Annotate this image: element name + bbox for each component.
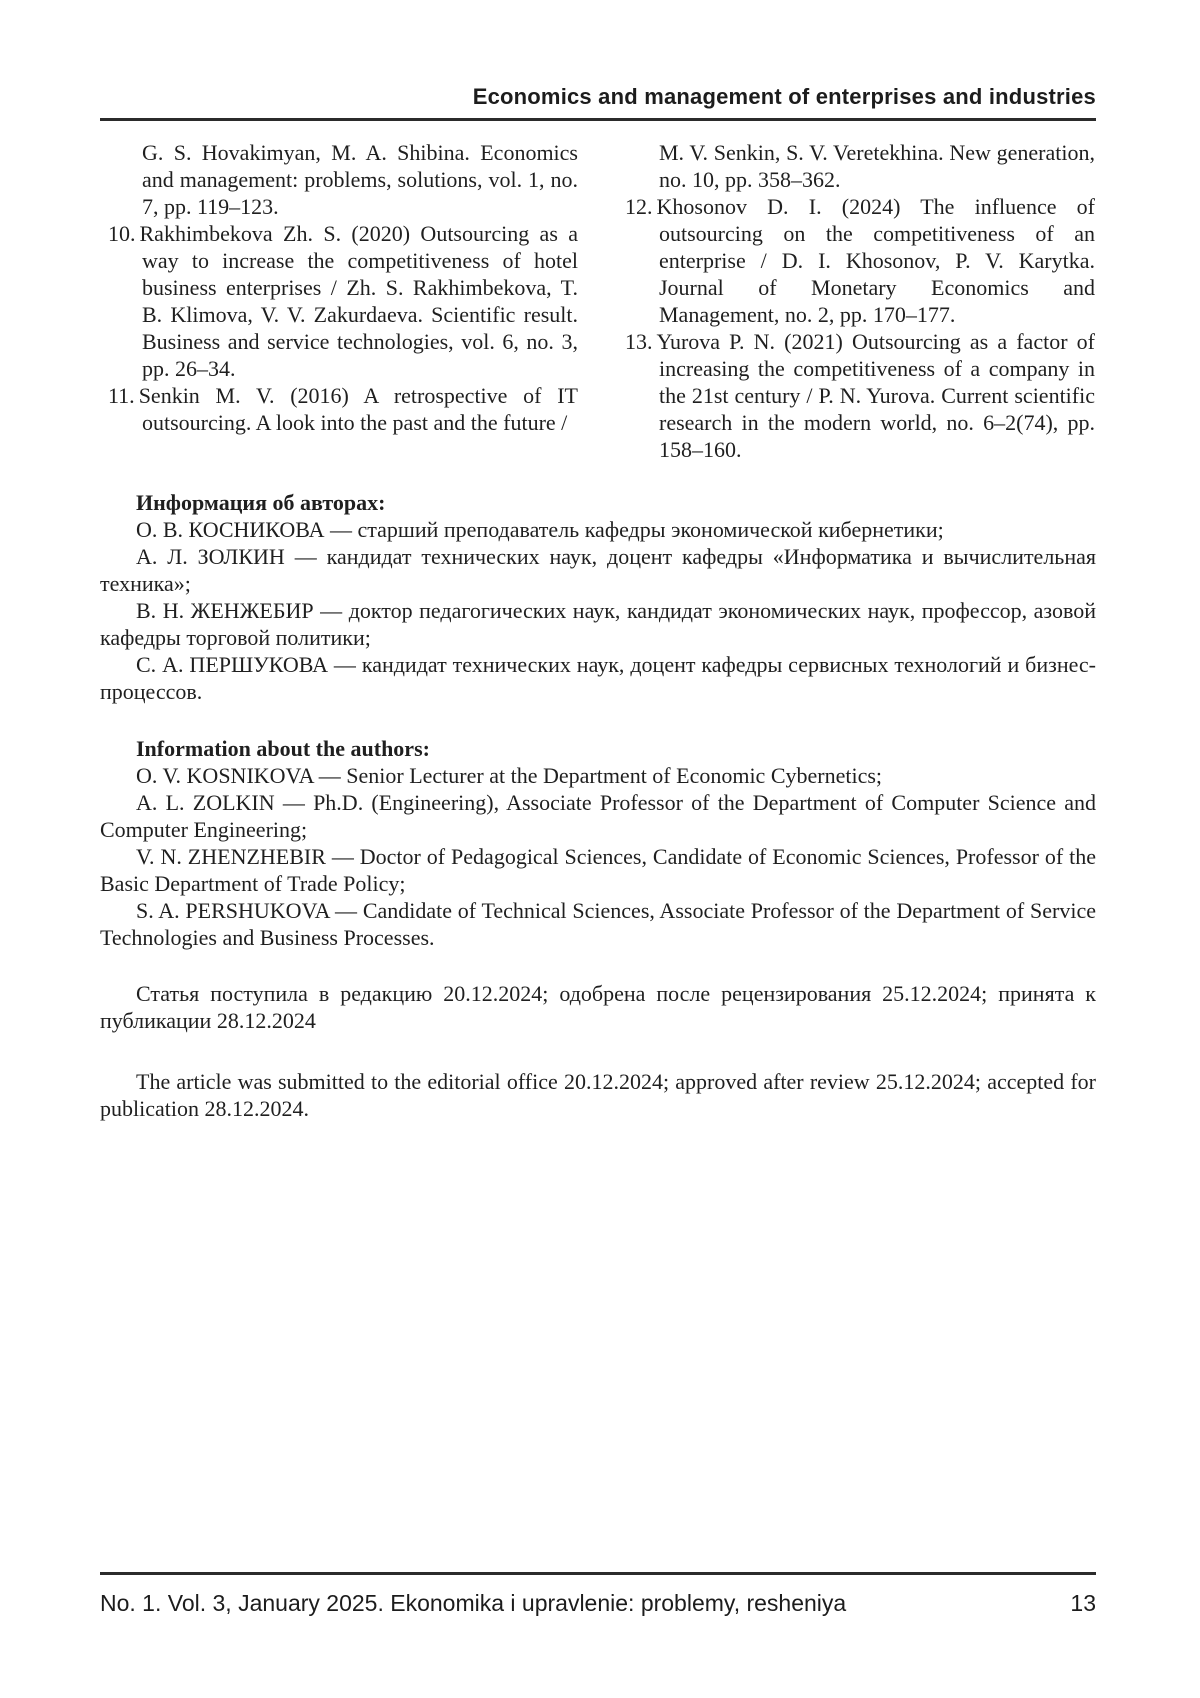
reference-list bbox=[100, 139, 1096, 463]
page-footer bbox=[100, 1572, 1096, 1617]
page-content bbox=[100, 0, 1096, 1122]
author-entry-en: A. L. ZOLKIN — Ph.D. (Engineering), Associate Professor of the Department of Computer Science and Computer Engineering; bbox=[100, 790, 1096, 842]
reference-text: Rakhimbekova Zh. S. (2020) Outsourcing as a way to increase the competitiveness of hotel business enterprises / Zh. S. Rakhimbekova, T. B. Klimova, V. V. Zakurdaeva. Scientific result. Business and service technologies, vol. 6, no. 3, pp. 26–34. bbox=[139, 221, 578, 381]
reference-number: 11. bbox=[108, 383, 135, 408]
author-entry-ru: О. В. КОСНИКОВА — старший преподаватель кафедры экономической кибернетики; bbox=[136, 517, 944, 542]
submission-dates-ru bbox=[100, 980, 1096, 1034]
author-entry-ru: С. А. ПЕРШУКОВА — кандидат технических наук, доцент кафедры сервисных технологий и бизнес-процессов. bbox=[100, 652, 1096, 704]
submission-dates-en-text: The article was submitted to the editorial office 20.12.2024; approved after review 25.12.2024; accepted for publication 28.12.2024. bbox=[100, 1069, 1096, 1121]
author-entry-en: O. V. KOSNIKOVA — Senior Lecturer at the Department of Economic Cybernetics; bbox=[136, 763, 883, 788]
reference-item-11 bbox=[100, 382, 578, 436]
authors-info-en-heading: Information about the authors: bbox=[136, 736, 430, 761]
authors-info-ru-section bbox=[100, 489, 1096, 705]
reference-number: 13. bbox=[625, 329, 653, 354]
reference-continuation: M. V. Senkin, S. V. Veretekhina. New generation, no. 10, pp. 358–362. bbox=[659, 140, 1095, 192]
reference-item-13 bbox=[617, 328, 1095, 463]
reference-item-12 bbox=[617, 193, 1095, 328]
reference-column-right bbox=[617, 139, 1095, 463]
header-rule bbox=[100, 118, 1096, 121]
authors-info-en-section bbox=[100, 735, 1096, 951]
author-entry-ru: В. Н. ЖЕНЖЕБИР — доктор педагогических наук, кандидат экономических наук, профессор, азовой кафедры торговой политики; bbox=[100, 598, 1096, 650]
authors-info-ru-heading: Информация об авторах: bbox=[136, 490, 386, 515]
reference-number: 10. bbox=[108, 221, 136, 246]
reference-text: Yurova P. N. (2021) Outsourcing as a factor of increasing the competitiveness of a company in the 21st century / P. N. Yurova. Current scientific research in the modern world, no. 6–2(74), pp. 158–160. bbox=[656, 329, 1095, 462]
footer-issue-info: No. 1. Vol. 3, January 2025. Ekonomika i upravlenie: problemy, resheniya bbox=[100, 1590, 847, 1616]
page-number: 13 bbox=[1070, 1590, 1096, 1616]
running-head-title: Economics and management of enterprises and industries bbox=[472, 84, 1096, 109]
reference-number: 12. bbox=[625, 194, 653, 219]
author-entry-en: V. N. ZHENZHEBIR — Doctor of Pedagogical Sciences, Candidate of Economic Sciences, Professor of the Basic Department of Trade Policy; bbox=[100, 844, 1096, 896]
submission-dates-ru-text: Статья поступила в редакцию 20.12.2024; одобрена после рецензирования 25.12.2024; принята к публикации 28.12.2024 bbox=[100, 981, 1096, 1033]
footer-row bbox=[100, 1590, 1096, 1617]
author-entry-en: S. A. PERSHUKOVA — Candidate of Technical Sciences, Associate Professor of the Department of Service Technologies and Business Processes. bbox=[100, 898, 1096, 950]
reference-text: Khosonov D. I. (2024) The influence of outsourcing on the competitiveness of an enterprise / D. I. Khosonov, P. V. Karytka. Journal of Monetary Economics and Management, no. 2, pp. 170–177. bbox=[656, 194, 1095, 327]
reference-item-10 bbox=[100, 220, 578, 382]
submission-dates-en bbox=[100, 1068, 1096, 1122]
author-entry-ru: А. Л. ЗОЛКИН — кандидат технических наук, доцент кафедры «Информатика и вычислительная техника»; bbox=[100, 544, 1096, 596]
reference-text: Senkin M. V. (2016) A retrospective of IT outsourcing. A look into the past and the future / bbox=[138, 383, 578, 435]
reference-column-left bbox=[100, 139, 578, 463]
reference-continuation: G. S. Hovakimyan, M. A. Shibina. Economics and management: problems, solutions, vol. 1, no. 7, pp. 119–123. bbox=[142, 140, 578, 219]
footer-rule bbox=[100, 1572, 1096, 1575]
